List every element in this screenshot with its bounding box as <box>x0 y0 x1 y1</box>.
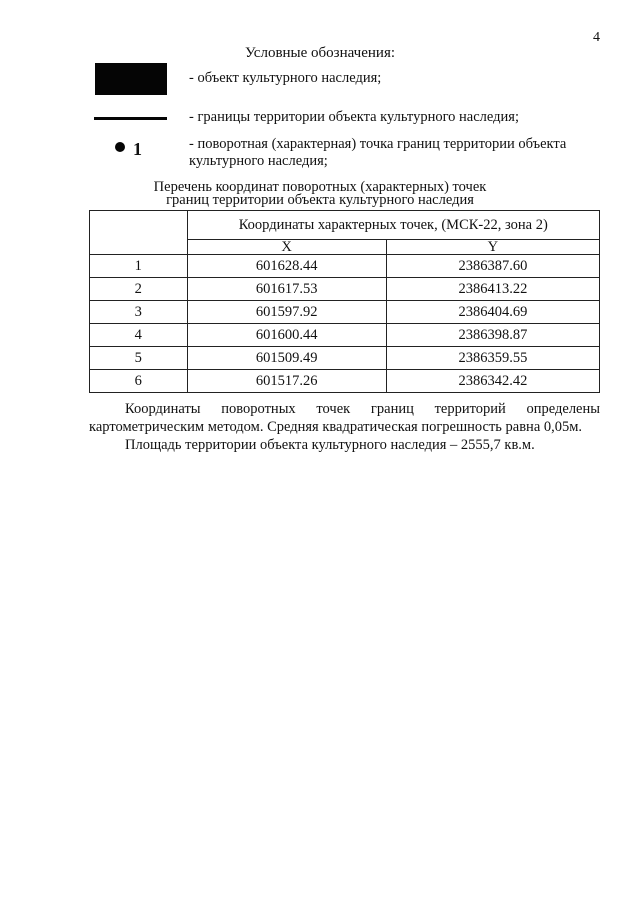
table-header: Координаты характерных точек, (МСК-22, зона 2) <box>187 211 599 240</box>
row-number: 6 <box>90 370 188 393</box>
table-row <box>90 278 600 301</box>
cell-x: 601517.26 <box>187 370 386 393</box>
legend-heritage-object-label: - объект культурного наследия; <box>189 70 382 86</box>
legend-point-label-line1: - поворотная (характерная) точка границ территории объекта <box>189 136 567 152</box>
table-caption-line1: Перечень координат поворотных (характерных) точек <box>153 179 487 195</box>
legend-boundary-line-symbol <box>94 117 167 120</box>
method-note-line1: Координаты поворотных точек границ территорий определены <box>125 401 600 417</box>
row-number: 3 <box>90 301 188 324</box>
cell-x: 601509.49 <box>187 347 386 370</box>
cell-y: 2386387.60 <box>386 255 599 278</box>
cell-y: 2386342.42 <box>386 370 599 393</box>
legend-point-dot-icon <box>115 142 125 152</box>
legend-heritage-object-symbol <box>95 63 167 95</box>
cell-y: 2386359.55 <box>386 347 599 370</box>
row-number: 2 <box>90 278 188 301</box>
legend-point-number: 1 <box>133 139 142 159</box>
cell-x: 601617.53 <box>187 278 386 301</box>
table-row <box>90 370 600 393</box>
method-note-line2: картометрическим методом. Средняя квадратическая погрешность равна 0,05м. <box>89 419 583 435</box>
legend-point-label-line2: культурного наследия; <box>189 153 328 169</box>
cell-y: 2386404.69 <box>386 301 599 324</box>
page-number: 4 <box>593 30 600 45</box>
cell-y: 2386413.22 <box>386 278 599 301</box>
cell-x: 601597.92 <box>187 301 386 324</box>
method-note <box>89 400 600 436</box>
table-row <box>90 255 600 278</box>
row-number: 5 <box>90 347 188 370</box>
table-row <box>90 347 600 370</box>
legend-boundary-label: - границы территории объекта культурного наследия; <box>189 109 519 125</box>
cell-y: 2386398.87 <box>386 324 599 347</box>
column-header-y: Y <box>386 240 599 255</box>
column-header-x: X <box>187 240 386 255</box>
table-caption-line2: границ территории объекта культурного наследия <box>166 192 474 208</box>
cell-x: 601628.44 <box>187 255 386 278</box>
legend-title: Условные обозначения: <box>244 45 396 61</box>
area-note: Площадь территории объекта культурного наследия – 2555,7 кв.м. <box>125 437 535 453</box>
table-corner-cell <box>90 211 188 255</box>
table-row <box>90 324 600 347</box>
table-caption <box>0 181 640 207</box>
table-row <box>90 301 600 324</box>
row-number: 4 <box>90 324 188 347</box>
coordinates-table <box>89 210 600 393</box>
cell-x: 601600.44 <box>187 324 386 347</box>
row-number: 1 <box>90 255 188 278</box>
